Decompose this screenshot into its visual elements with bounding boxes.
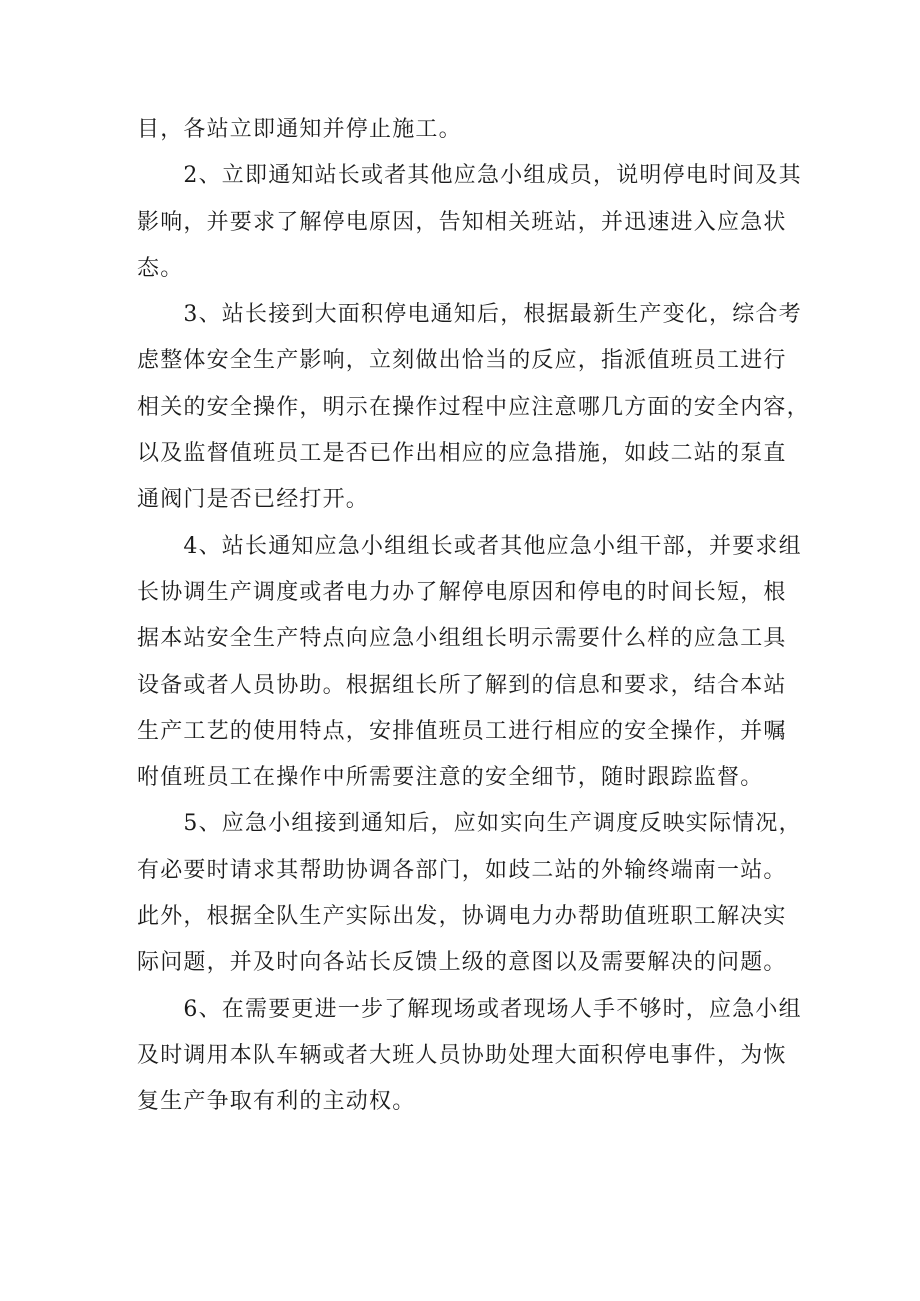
text-line: 3、站长接到大面积停电通知后，根据最新生产变化，综合考: [137, 302, 802, 328]
text-line: 相关的安全操作，明示在操作过程中应注意哪几方面的安全内容，: [137, 394, 810, 420]
text-line: 咐值班员工在操作中所需要注意的安全细节，随时跟踪监督。: [137, 765, 764, 791]
document-body: [137, 107, 810, 1126]
text-line: 4、站长通知应急小组组长或者其他应急小组干部，并要求组: [137, 533, 802, 559]
text-line: 及时调用本队车辆或者大班人员协助处理大面积停电事件，为恢: [137, 1042, 787, 1068]
text-line: 据本站安全生产特点向应急小组组长明示需要什么样的应急工具: [137, 626, 787, 652]
text-line: 态。: [137, 255, 184, 281]
text-line: 虑整体安全生产影响，立刻做出恰当的反应，指派值班员工进行: [137, 348, 787, 374]
text-line: 长协调生产调度或者电力办了解停电原因和停电的时间长短，根: [137, 579, 787, 605]
text-line: 复生产争取有利的主动权。: [137, 1089, 416, 1115]
text-line: 目，各站立即通知并停止施工。: [137, 117, 462, 142]
text-line: 5、应急小组接到通知后，应如实向生产调度反映实际情况，: [137, 811, 802, 837]
text-line: 2、立即通知站长或者其他应急小组成员，说明停电时间及其: [137, 163, 802, 189]
text-line: 设备或者人员协助。根据组长所了解到的信息和要求，结合本站: [137, 672, 787, 698]
text-line: 生产工艺的使用特点，安排值班员工进行相应的安全操作，并嘱: [137, 718, 787, 744]
text-line: 有必要时请求其帮助协调各部门，如歧二站的外输终端南一站。: [137, 857, 787, 883]
text-line: 此外，根据全队生产实际出发，协调电力办帮助值班职工解决实: [137, 904, 787, 930]
text-line: 以及监督值班员工是否已作出相应的应急措施，如歧二站的泵直: [137, 441, 787, 467]
text-line: 6、在需要更进一步了解现场或者现场人手不够时，应急小组: [137, 996, 802, 1022]
text-line: 影响，并要求了解停电原因，告知相关班站，并迅速进入应急状: [137, 209, 787, 235]
text-line: 际问题，并及时向各站长反馈上级的意图以及需要解决的问题。: [137, 950, 787, 976]
text-line: 通阀门是否已经打开。: [137, 487, 370, 513]
